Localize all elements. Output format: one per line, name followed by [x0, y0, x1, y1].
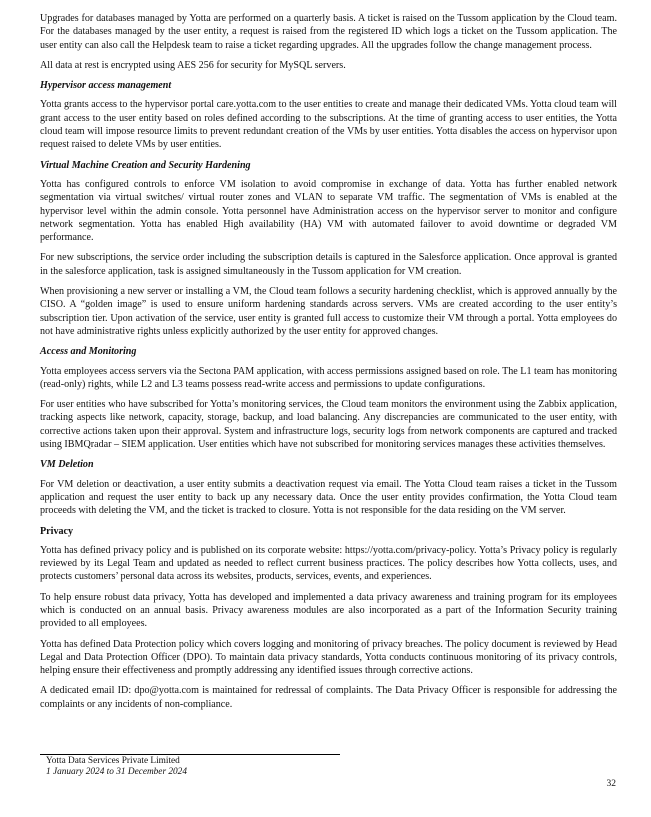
footer-company: Yotta Data Services Private Limited	[46, 756, 180, 766]
heading-access-monitoring: Access and Monitoring	[40, 346, 137, 358]
paragraph-hardening: When provisioning a new server or installing a VM, the Cloud team follows a security hardening checklist, which is approved annually by the CISO. A “golden image” is used to ensure uniform hardening standards across servers. VMs are created according to the user entity’s subscription tier. Upon activation of the service, user entity is granted full access to customize their VM through a portal. Yotta employees do not have administrative rights unless explicitly authorized by the user entity for approved changes.	[40, 286, 617, 337]
footer-divider	[40, 754, 340, 755]
paragraph-monitoring-services: For user entities who have subscribed for Yotta’s monitoring services, the Cloud team monitors the environment using the Zabbix application, tracking aspects like network, capacity, storage, backup, and load balancing. Any discrepancies are communicated to the user entity, with corrective actions taken upon their approval. System and infrastructure logs, security logs from network components are captured and tracked using IBMQradar – SIEM application. User entities which have not subscribed for monitoring services manages these activities themselves.	[40, 399, 617, 451]
heading-hypervisor-access: Hypervisor access management	[40, 80, 172, 92]
paragraph-privacy-training: To help ensure robust data privacy, Yotta has developed and implemented a data privacy awareness and training program for its employees which is conducted on an annual basis. Privacy awareness modules are also incorporated as a part of the Information Security training provided to all employees.	[40, 591, 617, 630]
heading-privacy: Privacy	[40, 525, 74, 537]
paragraph-vm-isolation: Yotta has configured controls to enforce VM isolation to avoid compromise in exchange of data. Yotta has further enabled network segmentation via virtual switches/ virtual router zones and VLAN to separate VM traffic. The segmentation of VMs is enabled at the hypervisor level within the admin console. Yotta personnel have Administration access on the hypervisor server to monitor and configure network segmentation. Yotta has enabled High availability (HA) VM with automated failover to avoid downtime or degraded VM performance.	[40, 178, 617, 244]
footer-period: 1 January 2024 to 31 December 2024	[46, 767, 187, 777]
heading-vm-creation: Virtual Machine Creation and Security Hardening	[40, 159, 251, 171]
page-number: 32	[606, 779, 616, 789]
paragraph-pam-access: Yotta employees access servers via the Sectona PAM application, with access permissions assigned based on role. The L1 team has monitoring (read-only) rights, while L2 and L3 teams possess read-write access and permissions to update configurations.	[40, 365, 617, 390]
paragraph-database-upgrades: Upgrades for databases managed by Yotta are performed on a quarterly basis. A ticket is raised on the Tussom application by the Cloud team. For the databases managed by the user entity, a request is raised from the registered ID which logs a ticket on the Tussom application. The user entity can also call the Helpdesk team to raise a ticket regarding upgrades. All the upgrades follow the change management process.	[40, 13, 617, 51]
paragraph-hypervisor-access: Yotta grants access to the hypervisor portal care.yotta.com to the user entities to create and manage their dedicated VMs. Yotta cloud team will grant access to the user entity based on roles defined according to the subscriptions. At the time of granting access to user entities, the Yotta cloud team will impose resource limits to prevent redundant creation of the VMs by user entities. Yotta disables the access on hypervisor upon request raised to delete VMs by user entities.	[40, 99, 617, 151]
paragraph-privacy-policy: Yotta has defined privacy policy and is published on its corporate website: https://yotta.com/privacy-policy. Yotta’s Privacy policy is regularly reviewed by its Legal Team and updated as needed to reflect current business practices. The policy describes how Yotta collects, uses, and protects customers’ personal data across its websites, products, services, events, and experiences.	[40, 544, 617, 583]
paragraph-vm-deletion: For VM deletion or deactivation, a user entity submits a deactivation request via email. The Yotta Cloud team raises a ticket in the Tussom application and request the user entity to back up any necessary data. Once the user entity provides confirmation, the Yotta Cloud team proceeds with deleting the VM, and the ticket is tracked to closure. Yotta is not responsible for the data residing on the VM server.	[40, 478, 617, 517]
paragraph-data-protection: Yotta has defined Data Protection policy which covers logging and monitoring of privacy breaches. The policy document is reviewed by Head Legal and Data Protection Officer (DPO). To maintain data privacy standards, Yotta conducts continuous monitoring of its privacy controls, helping ensure their effectiveness and promptly addressing any identified issues through corrective actions.	[40, 638, 617, 677]
heading-vm-deletion: VM Deletion	[40, 459, 94, 471]
document-page	[40, 12, 617, 718]
paragraph-subscriptions: For new subscriptions, the service order including the subscription details is captured in the Salesforce application. Once approval is granted in the salesforce application, task is assigned simultaneously in the Tussom application for VM creation.	[40, 252, 617, 277]
paragraph-complaints: A dedicated email ID: dpo@yotta.com is maintained for redressal of complaints. The Data Privacy Officer is responsible for addressing the complaints or any incidents of non-compliance.	[40, 685, 617, 710]
paragraph-encryption: All data at rest is encrypted using AES 256 for security for MySQL servers.	[40, 59, 346, 71]
footer	[46, 756, 187, 778]
